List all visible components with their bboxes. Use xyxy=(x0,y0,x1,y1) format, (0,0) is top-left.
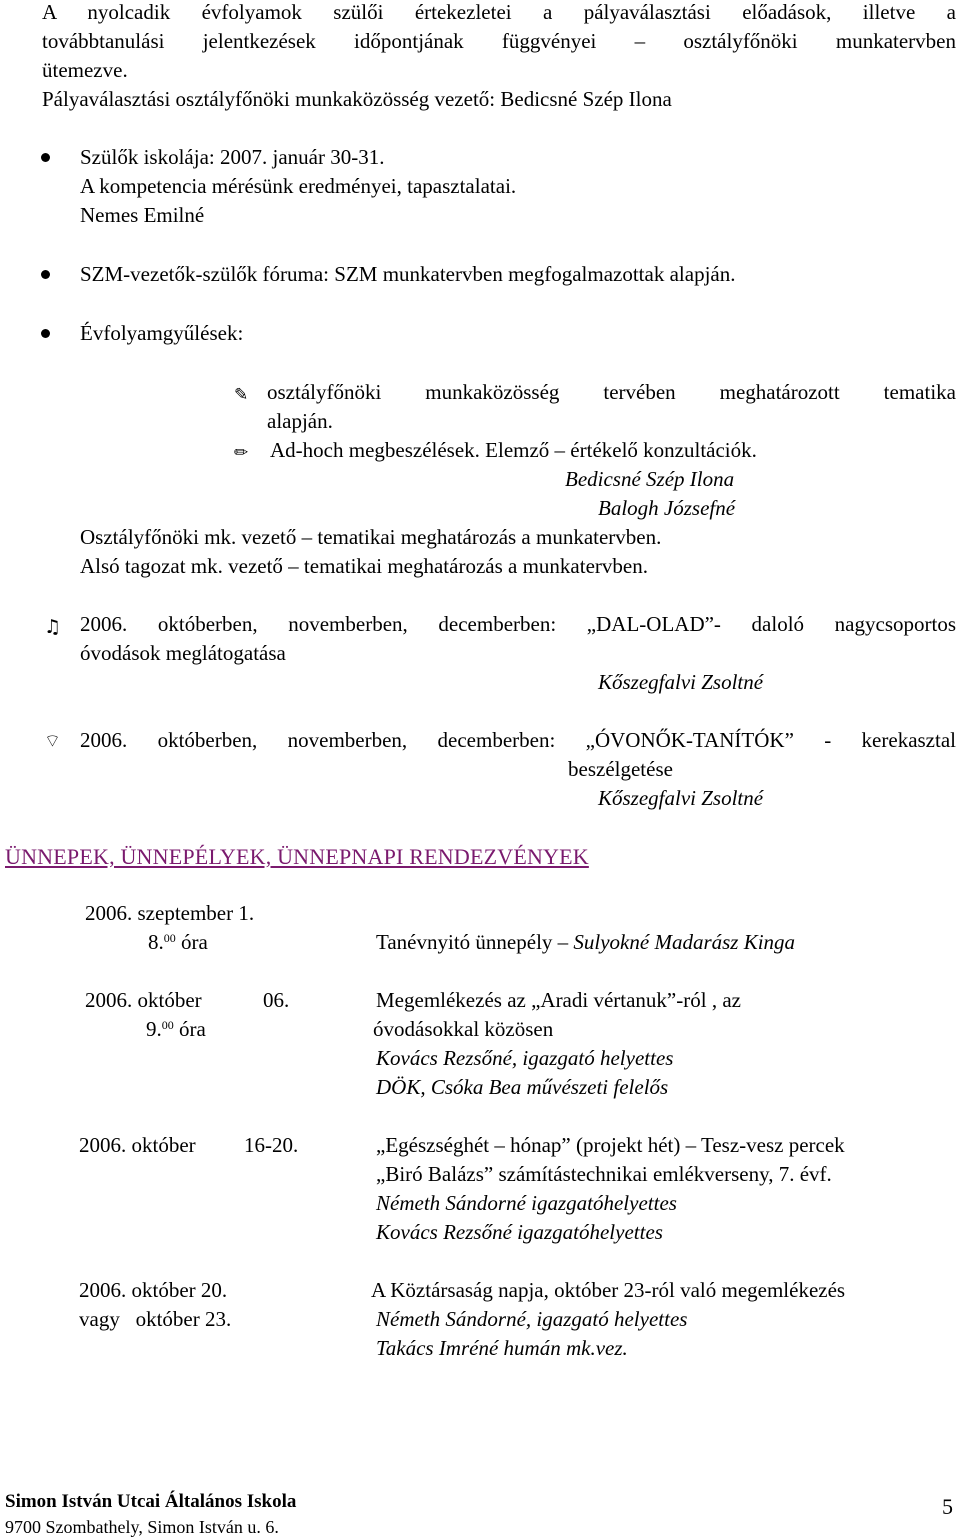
footer-school-name: Simon István Utcai Általános Iskola xyxy=(5,1491,297,1512)
bullet-2-line-1: SZM-vezetők-szülők fóruma: SZM munkatervben megfogalmazottak alapján. xyxy=(80,262,736,286)
person-name: Kovács Rezsőné igazgatóhelyettes xyxy=(376,1220,663,1244)
bullet-icon xyxy=(41,329,50,338)
schedule-time: 9.00 óra xyxy=(146,1017,206,1041)
person-name: Németh Sándorné igazgatóhelyettes xyxy=(376,1191,677,1215)
section-heading: ÜNNEPEK, ÜNNEPÉLYEK, ÜNNEPNAPI RENDEZVÉNYEK xyxy=(5,844,589,869)
person-name: Balogh Józsefné xyxy=(598,496,736,520)
bullet-icon xyxy=(41,270,50,279)
schedule-time: 8.00 óra xyxy=(148,930,208,954)
schedule-date: 2006. október xyxy=(79,1133,196,1157)
person-name: Takács Imréné humán mk.vez. xyxy=(376,1336,628,1360)
sub-item-1-line-1: osztályfőnöki munkaközösség tervében meghatározott tematika xyxy=(267,380,956,404)
sub-item-1-line-2: alapján. xyxy=(267,409,333,433)
person-name: Kovács Rezsőné, igazgató helyettes xyxy=(376,1046,674,1070)
schedule-date-range: 16-20. xyxy=(244,1133,299,1157)
pencil-icon: ✎ xyxy=(234,385,249,405)
schedule-event: „Egészséghét – hónap” (projekt hét) – Tesz-vesz percek xyxy=(376,1133,845,1157)
bullet-1-line-3: Nemes Emilné xyxy=(80,203,205,227)
schedule-date: 2006. szeptember 1. xyxy=(85,901,255,925)
person-name: Németh Sándorné, igazgató helyettes xyxy=(376,1307,688,1331)
intro-line-2: továbbtanulási jelentkezések időpontjának függvényei – osztályfőnöki munkatervben xyxy=(42,29,956,53)
person-name: Kőszegfalvi Zsoltné xyxy=(598,670,764,694)
intro-line-4: Pályaválasztási osztályfőnöki munkaközösség vezető: Bedicsné Szép Ilona xyxy=(42,87,672,111)
page-number: 5 xyxy=(942,1494,953,1519)
dal-olad-line-2: óvodások meglátogatása xyxy=(80,641,286,665)
person-name: Bedicsné Szép Ilona xyxy=(565,467,735,491)
intro-line-1: A nyolcadik évfolyamok szülői értekezletei a pályaválasztási előadások, illetve a xyxy=(42,0,956,24)
ovonok-line-2: beszélgetése xyxy=(568,757,673,781)
ovonok-line-1: 2006. októberben, novemberben, decemberben: „ÓVONŐK-TANÍTÓK” - kerekasztal xyxy=(80,728,956,752)
schedule-date: 2006. október 20. xyxy=(79,1278,228,1302)
schedule-event: Megemlékezés az „Aradi vértanuk”-ról , az xyxy=(376,988,741,1012)
lead-line-1: Osztályfőnöki mk. vezető – tematikai meghatározás a munkatervben. xyxy=(80,525,662,549)
dal-olad-line-1: 2006. októberben, novemberben, decemberben: „DAL-OLAD”- daloló nagycsoportos xyxy=(80,612,956,636)
bullet-icon xyxy=(41,153,50,162)
footer-address: 9700 Szombathely, Simon István u. 6. xyxy=(5,1517,279,1537)
schedule-date: 2006. október xyxy=(85,988,202,1012)
sub-item-2: Ad-hoch megbeszélések. Elemző – értékelő konzultációk. xyxy=(270,438,757,462)
pencil-icon: ✏ xyxy=(234,443,249,463)
lead-line-2: Alsó tagozat mk. vezető – tematikai meghatározás a munkatervben. xyxy=(80,554,648,578)
person-name: DÖK, Csóka Bea művészeti felelős xyxy=(376,1075,669,1099)
schedule-event: „Biró Balázs” számítástechnikai emlékverseny, 7. évf. xyxy=(376,1162,832,1186)
chain-link-icon: ⌔ xyxy=(44,731,61,752)
intro-line-3: ütemezve. xyxy=(42,58,128,82)
bullet-1-line-2: A kompetencia mérésünk eredményei, tapasztalatai. xyxy=(80,174,517,198)
bullet-3-line-1: Évfolyamgyűlések: xyxy=(80,321,244,345)
schedule-event: Tanévnyitó ünnepély – Sulyokné Madarász Kinga xyxy=(376,930,796,954)
schedule-date-day: 06. xyxy=(263,988,290,1012)
schedule-event: A Köztársaság napja, október 23-ról való megemlékezés xyxy=(371,1278,846,1302)
schedule-date-alt: vagy október 23. xyxy=(79,1307,232,1331)
music-note-icon: ♫ xyxy=(44,616,62,638)
schedule-event: óvodásokkal közösen xyxy=(373,1017,554,1041)
person-name: Kőszegfalvi Zsoltné xyxy=(598,786,764,810)
bullet-1-line-1: Szülők iskolája: 2007. január 30-31. xyxy=(80,145,385,169)
